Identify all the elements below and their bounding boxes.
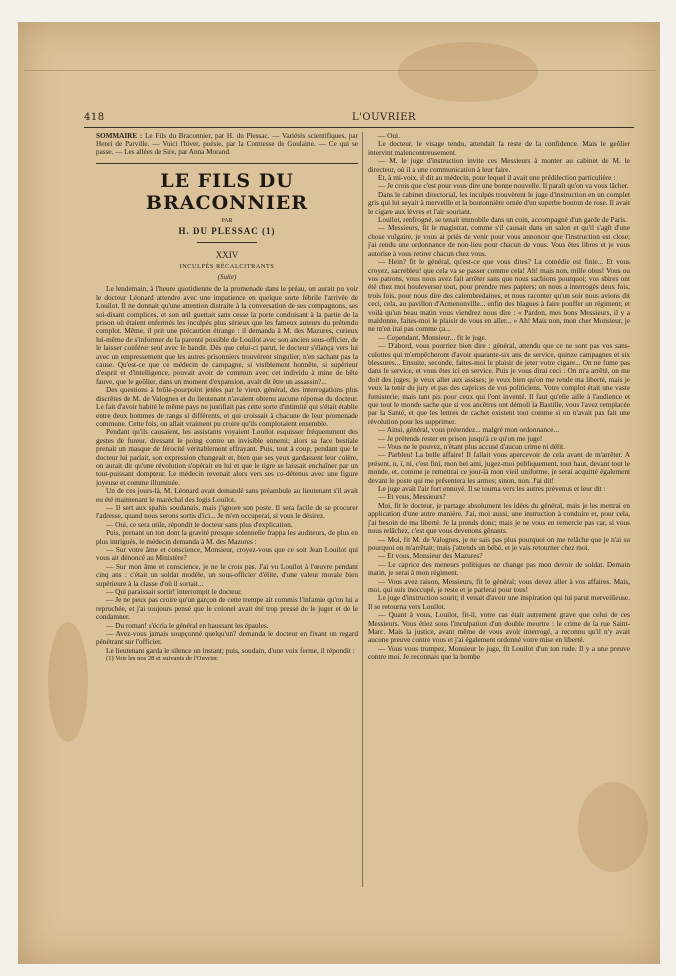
paragraph: Pendant qu'ils causaient, les assistants voyaient Louilot esquisser fréquemment des gestes de fureur, dressant le poing contre un invisible ennemi; alors sa face bestiale prenait un masque de férocité véritablement effrayant. Puis, tout à coup, pendant que le docteur lui parlait, son expression changeait et, bien que ses yeux gardassent leur colère, on aurait dit qu'une révolution s'opérait en lui et que le tigre se laissait enchaîner par un tout-puissant dompteur. Le médecin revenait alors vers ses co-détenus avec une figure joyeuse et comme illuminée. [96,427,358,487]
paragraph: — D'abord, vous pourriez bien dire : général, attendu que ce ne sont pas vos sans-culottes qui m'empêcheront d'avoir quarante-six ans de service, quinze campagnes et six blessures... Ensuite, seconde, faites-moi le plaisir de jeter votre cigare... On ne fume pas dans le service, et vous êtes ici en service. Puis je vous dirai ceci : On m'a arrêté, on me doit des juges; je veux aller aux assises; je veux bien qu'on me rende ma liberté, mais je veux la tenir du jury et pas des caprices de vos politiciens. Votre complot était une vaste fumisterie; mais tant pis pour ceux qui l'ont inventé. Il faut qu'elle aille à l'audience et que tout le monde sache que si vos ancêtres ont démoli la Bastille, vous l'avez remplacée par la Santé, et que les lettres de cachet existent tout comme si on n'avait pas fait une révolution pour les supprimer. [368,341,630,426]
separator-rule [197,242,257,243]
paragraph: — Sur mon âme et conscience, je ne le crois pas. J'ai vu Louilot à l'œuvre pendant cinq ans : c'était un soldat modèle, un sous-officier d'élite, d'une valeur morale bien supérieure à la classe d'où il sortait... [96,561,358,588]
byline-par: PAR [221,217,233,224]
paragraph: — Du roman! s'écria le général en haussant les épaules. [106,620,269,630]
paragraph: Le juge avait l'air fort ennuyé. Il se tourna vers les autres prévenus et leur dit : [378,484,606,494]
paragraph: Louilot, renfrogné, se tenait immobile dans un coin, accompagné d'un garde de Paris. [378,215,627,225]
footnote: (1) Voir les nos 28 et suivants de l'Ouvrier. [106,655,219,663]
stain [48,622,88,742]
paragraph: — Je ne peux pas croire qu'un garçon de cette trempe ait commis l'infamie qu'on lui a reprochée, et j'ai toujours pensé que le colonel avait été trop pressé de le juger et de le condamner. [96,595,358,622]
paragraph: — Moi, fit M. de Valognes, je ne sais pas plus pourquoi on me relâche que je n'ai su pourquoi on m'arrêtait; mais j'attends un bébé, et je vais retourner chez moi. [368,534,630,552]
paragraph: — Et vous, Messieurs? [378,492,446,502]
paragraph: — Cependant, Monsieur... fit le juge. [378,332,487,342]
paragraph: — Vous avez raison, Messieurs, fit le général; vous devez aller à vos affaires. Mais, moi, qui suis inoccupé, je reste et je parlerai pour tous! [368,576,630,594]
paragraph: — Ainsi, général, vous prétendez... malgré mon ordonnance... [378,425,559,435]
paragraph: — Je prétends rester en prison jusqu'à ce qu'on me juge! [378,433,543,443]
paragraph: Et, à mi-voix, il dit au médecin, pour lequel il avait une prédilection particulière : [378,173,616,183]
paragraph: — Vous ne le pouvez, n'étant plus accusé d'aucun crime ni délit. [378,442,565,452]
publication-title: L'OUVRIER [352,112,417,123]
header-rule [84,127,634,128]
page-number: 418 [84,112,105,123]
paragraph: Le juge d'instruction sourit; il venait d'avoir une inspiration qui lui parut merveilleuse. Il se retourna vers Louilot. [368,593,630,611]
paragraph: — Avez-vous jamais soupçonné quelqu'un? demanda le docteur en fixant un regard pénétrant sur l'officier. [96,629,358,647]
paragraph: Le lieutenant garda le silence un instant; puis, soudain, d'une voix ferme, il répondit : [106,645,355,655]
paragraph: Moi, fit le docteur, je partage absolument les idées du général, mais je les mettrai en application d'une autre manière. J'ai, moi aussi, une instruction à conduire et, pour cela, j'ai besoin de ma liberté. Je la prends donc; mais je ne vous en remercie pas car, si vous nous relâchez, c'est que vous devenons gênants. [368,500,630,536]
continued-label: (Suite) [217,273,237,282]
paragraph: — Oui. [378,132,400,140]
story-author: H. DU PLESSAC (1) [178,225,276,236]
chapter-title: INCULPÉS RÉCALCITRANTS [179,262,275,270]
paragraph: Dans le cabinet directorial, les inculpés trouvèrent le juge d'instruction en un complet gris qui lui seyait à merveille et la boutonnière ornée d'un superbe bouton de rose. Il avait le cigare aux lèvres et l'air souriant. [368,189,630,216]
paragraph: — Oui, ce sera utile, répondit le docteur sans plus d'explication. [106,519,293,529]
paragraph: Puis, prenant un ton dont la gravité presque solennelle frappa les auditeurs, de plus en plus intrigués, le médecin demanda à M. des Mazures : [96,528,358,546]
paragraph: — Parbleu! La belle affaire! Il fallait vous apercevoir de cela avant de m'arrêter. A présent, n, i, ni, c'est fini, mon bel ami, jugez-moi publiquement, tout haut, devant tout le monde, et, comme je remettrai ce jour-là mon vieil uniforme, je serai acquitté également devant le poste qui me présentera les armes; sinon, non. J'ai dit! [368,450,630,485]
summary [96,132,358,157]
paragraph: — Sur votre âme et conscience, Monsieur, croyez-vous que ce soit Jean Louilot qui vous ait dénoncé au Ministère? [96,545,358,563]
summary-label: SOMMAIRE : [96,132,143,140]
chapter-number: XXIV [215,249,239,260]
paragraph: — M. le juge d'instruction invite ces Messieurs à monter au cabinet de M. le directeur, où il a une communication à leur faire. [368,156,630,174]
paragraph: — Et vous, Monsieur des Mazures? [378,551,483,561]
paragraph: — Vous vous trompez, Monsieur le juge, fit Louilot d'un ton rude. Il y a une preuve contre moi. Je reconnais que la bombe [368,643,630,662]
paragraph: Un de ces jours-là, M. Léonard avait demandé sans préambule au lieutenant s'il avait eu été maintenant le maréchal des logis Louilot. [96,486,358,504]
paragraph: Le lendemain, à l'heure quotidienne de la promenade dans le préau, on aurait pu voir le docteur Léonard attendre avec une impatience en quelque sorte fébrile l'arrivée de Louilot. Il ne donnait qu'une attention distraite à la conversation de ses compagnons, ses soi-disant complices, et son œil guettait sans cesse la porte conduisant à la partie de la prison où étaient enfermés les inculpés plus sérieux que les fameux auteurs du prétendu complot. Même, il prit une précaution étrange : il demanda à M. des Mazures, curieux lui-même de s'informer de la parenté possible de Louilot avec son ancien sous-officier, de le laisser conférer seul avec le bandit. Dès que celui-ci parut, le docteur s'élança vers lui avec un empressement que les autres prisonniers trouvèrent singulier, n'en sachant pas la cause. Qu'est-ce que ce médecin de campagne, si visiblement honnête, si supérieur d'esprit et d'intelligence, pouvait avoir de commun avec cet individu à mine de bête fauve, que le geôlier, dans un moment d'expansion, avait dit être un assassin?... [96,284,358,386]
page-header [84,112,636,126]
paragraph: — Il sert aux spahis soudanais, mais j'ignore son poste. Il sera facile de se procurer l'adresse, quand nous serons sortis d'ici... Je m'en occuperai, si vous le désirez. [96,502,358,521]
paragraph: — Hein? fit le général, qu'est-ce que vous dites? La comédie est finie... Et vous croyez, sacrebleu! que cela va se passer comme cela! Ah! mais non, mille obus! Vous ou vos patrons, vous nous avez fait arrêter sans que nous sachions pourquoi; vos sbires ont été chez moi bouleverser tout, pour prendre mes papiers; on nous a interrogés deux fois, trois fois, pour nous dire des calembredaines, et nous raconter qu'un soir nous avions dit ceci, cela, au pavillon d'Armenonville... enfin des blagues à faire pouffer un régiment; et voilà qu'un beau matin vous viendrez nous dire : « Pardon, mes bons Messieurs, il y a maldonne, faites-moi le plaisir de vous en aller... » Ah! Mais non, mon cher Monsieur, je ne m'en irai pas comme ça... [368,257,630,334]
paragraph: — Qui paraissait sortir! interrompit le docteur. [106,587,242,597]
paragraph: Des questions à brûle-pourpoint jetées par le vieux général, des interrogations plus discrètes de M. de Valognes et du lieutenant n'avaient obtenu aucune réponse du docteur. Le fait d'avoir habité le même pays ne justifiait pas cette sorte d'intimité qui s'était établie entre deux hommes de rangs si différents, et qui croissait à chacune de leur promenade commune. Cette fois, on allait vraiment pu croire qu'ils complotaient ensemble. [96,385,358,428]
paragraph: Le docteur, le visage tendu, attendait la reste de la confidence. Mais le geôlier intervint malencontreusement. [368,139,630,157]
right-column [368,132,630,892]
separator-rule [96,163,358,164]
story-title: LE FILS DU BRACONNIER [145,169,309,214]
summary-text: Le Fils du Braconnier, par H. du Plessac. — Variétés scientifiques, par Henri de Parville. — Voici l'hiver, poésie, par la Comtesse de Goulaine. — Ce qui se passe. — Les allées de Sire, par Anna Morand. [96,132,358,157]
paragraph: — Je crois que c'est pour vous dire une bonne nouvelle. Il paraît qu'on va vous lâcher. [378,181,629,191]
top-fold [24,30,656,71]
paragraph: — Messieurs, fit le magistrat, comme s'il causait dans un salon et qu'il s'agît d'une chose vulgaire, je vous ai priés de venir pour vous annoncer que l'instruction est close; j'ai rendu une ordonnance de non-lieu pour chacun de vous. Vous êtes libres et je vous autorise à vous retirer chacun chez vous. [368,223,630,258]
column-divider [362,132,363,887]
paragraph: — Quant à vous, Louilot, fit-il, votre cas était autrement grave que celui de ces Messieurs. Vous étiez sous l'inculpation d'un double meurtre : le crime de la rue Saint-Marc. Mais la justice, avant même de vous avoir interrogé, a reconnu qu'il n'y avait aucune preuve contre vous et j'ai également ordonné votre mise en liberté. [368,610,630,645]
paragraph: — Le caprice des meneurs politiques ne change pas mon devoir de soldat. Demain matin, je serai à mon régiment. [368,559,630,578]
left-column [96,132,358,892]
